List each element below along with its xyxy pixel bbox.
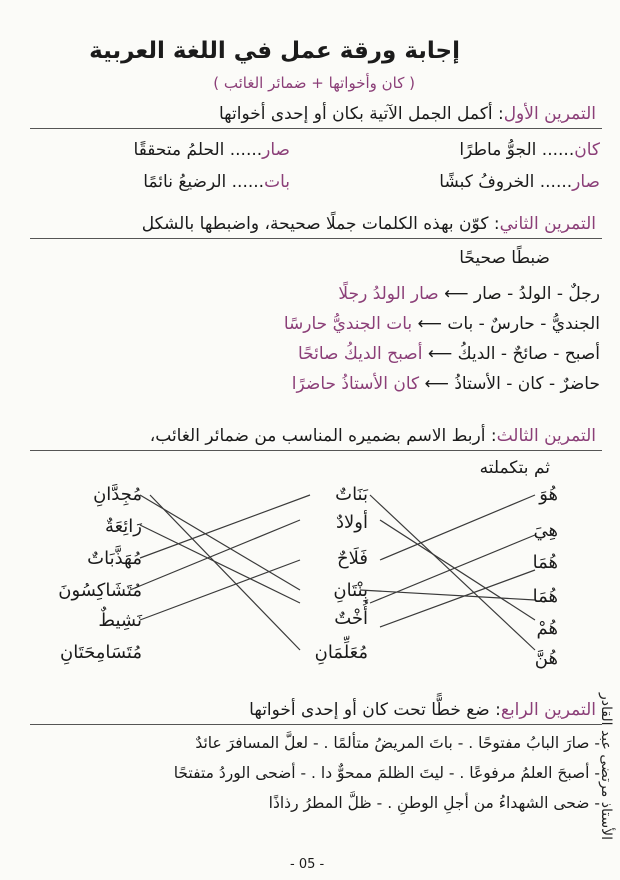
ex2-row-4: حاضرٌ - كان - الأستاذُ ⟵ كان الأستاذُ حاضرًا [291,374,600,394]
ex1-name: التمرين الأول [503,104,596,124]
match-line [360,590,535,600]
noun-item: أُخْتٌ [334,608,368,629]
match-line [380,520,535,620]
ex2-instruction-2: ضبطًا صحيحًا [459,248,550,268]
completion-item: مُهَذَّبَاتٌ [87,548,142,569]
ex1-instruction: : أكمل الجمل الآتية بكان أو إحدى أخواتها [218,104,504,124]
ex1-row-2-a: صار...... الخروفُ كبشًا [439,172,600,192]
match-line [140,560,300,620]
ex1-row-1-a: كان...... الجوُّ ماطرًا [459,140,600,160]
ex4-name: التمرين الرابع [500,700,596,720]
arrow-left-icon: ⟵ [419,374,449,394]
noun-item: بَنَاتٌ [335,484,368,505]
pronoun-item: هُوَ [539,484,558,505]
ex2-row-1: رجلٌ - الولدُ - صار ⟵ صار الولدُ رجلًا [338,284,600,304]
ex4-instruction: : ضع خطًّا تحت كان أو إحدى أخواتها [249,700,501,720]
page-subtitle: ( كان وأخواتها + ضمائر الغائب ) [213,74,415,92]
ex4-row-1: - صارَ البابُ مفتوحًا . - باتَ المريضُ متألمًا . - لعلَّ المسافرَ عائدٌ [195,734,600,752]
completion-item: مُتَسَامِحَتَانِ [59,642,142,663]
ex1-row-1-b: صار...... الحلمُ متحققًا [133,140,290,160]
arrow-left-icon: ⟵ [422,344,453,364]
page-number: - 05 - [290,857,325,872]
ex4-row-2: - أصبحَ العلمُ مرفوعًا . - ليتَ الظلمَ ممحوٌّ دا . - أضحى الوردُ متفتحًا [173,764,600,782]
match-line [370,495,535,650]
arrow-left-icon: ⟵ [412,314,442,334]
pronoun-item: هُمَا [532,552,558,573]
noun-item: بِنْتَانِ [333,580,368,601]
arrow-left-icon: ⟵ [438,284,469,304]
completion-item: نَشِيطٌ [98,610,142,631]
match-line [370,535,535,603]
ex2-row-2: الجنديُّ - حارسٌ - بات ⟵ بات الجنديُّ حارسًا [283,314,600,334]
ex4-row-3: - ضحى الشهداءُ من أجلِ الوطنِ . - ظلَّ المطرُ رذاذًا [268,794,600,812]
completion-item: رَائِعَةٌ [104,516,142,537]
author-name: الأستاذ مرتضى عبد القادر [598,692,614,840]
ex1-row-2-b: بات...... الرضيعُ نائمًا [143,172,290,192]
ex2-name: التمرين الثاني [499,214,596,234]
ex3-instruction: : أربط الاسم بضميره المناسب من ضمائر الغائب، [149,426,497,446]
noun-item: مُعَلِّمَانِ [314,642,368,663]
noun-item: أولادٌ [336,512,368,533]
pronoun-item: هِيَ [533,520,558,541]
match-line [380,495,535,560]
match-line [140,525,300,603]
ex2-row-3: أصبح - صائحٌ - الديكُ ⟵ أصبح الديكُ صائحًا [297,344,600,364]
pronoun-item: هُمْ [536,618,558,639]
pronoun-item: هُمَا [532,586,558,607]
ex4-heading [249,700,596,720]
ex4-underline [30,724,602,725]
page-title: إجابة ورقة عمل في اللغة العربية [89,38,460,64]
pronoun-item: هُنَّ [534,648,558,669]
completion-item: مُتَشَاكِسُونَ [58,580,142,601]
ex3-name: التمرين الثالث [496,426,596,446]
completion-item: مُجِدَّانِ [93,484,142,505]
ex2-instruction: : كوّن بهذه الكلمات جملًا صحيحة، واضبطها بالشكل [141,214,500,234]
noun-item: فَلَاحٌ [337,548,368,569]
ex3-instruction-2: ثم بتكملته [479,458,550,478]
